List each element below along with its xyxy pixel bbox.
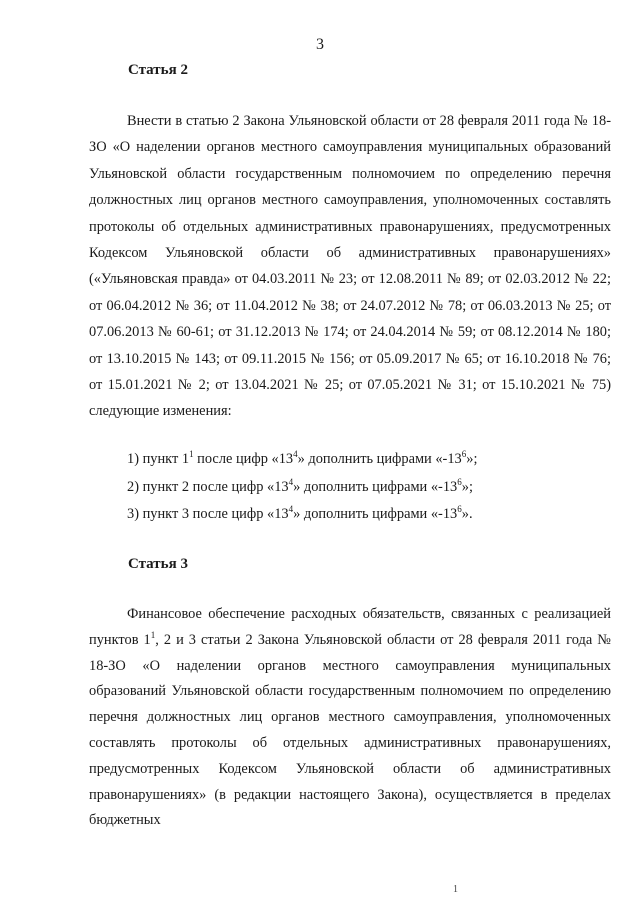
article-3-paragraph: Финансовое обеспечение расходных обязательств, связанных с реализацией пунктов $1^1$, 2 и 3 статьи 2 Закона Ульяновской области от 28 февраля 2011 года № 18-ЗО «О наделении органов местного самоуправления муниципальных образований Ульяновской области государственным полномочием по определению перечня должностных лиц органов местного самоуправления, уполномоченных составлять протоколы об отдельных административных правонарушениях, предусмотренных Кодексом Ульяновской области об административных правонарушениях» (в редакции настоящего Закона), осуществляется в пределах бюджетных [89,606,611,829]
article-2-heading: Статья 2 [128,62,188,78]
article-2-item-3: 3) пункт 3 после цифр «$13^4$» дополнить цифрами «$-13^6$». [127,504,473,522]
article-2-item-1: 1) пункт $1^1$ после цифр «$13^4$» дополнить цифрами «$-13^6$»; [127,449,478,467]
article-2-paragraph: Внести в статью 2 Закона Ульяновской области от 28 февраля 2011 года № 18-ЗО «О наделении органов местного самоуправления муниципальных образований Ульяновской области государственным полномочием по определению перечня должностных лиц органов местного самоуправления, уполномоченных составлять протоколы об отдельных административных правонарушениях, предусмотренных Кодексом Ульяновской области об административных правонарушениях» («Ульяновская правда» от 04.03.2011 № 23; от 12.08.2011 № 89; от 02.03.2012 № 22; от 06.04.2012 № 36; от 11.04.2012 № 38; от 24.07.2012 № 78; от 06.03.2013 № 25; от 07.06.2013 № 60-61; от 31.12.2013 № 174; от 24.04.2014 № 59; от 08.12.2014 № 180; от 13.10.2015 № 143; от 09.11.2015 № 156; от 05.09.2017 № 65; от 16.10.2018 № 76; от 15.01.2021 № 2; от 13.04.2021 № 25; от 07.05.2021 № 31; от 15.10.2021 № 75) следующие изменения: [89,113,611,420]
article-2-item-2: 2) пункт 2 после цифр «$13^4$» дополнить цифрами «$-13^6$»; [127,477,473,495]
footer-mark: 1 [453,884,458,895]
page-number: 3 [316,36,324,53]
article-3-heading: Статья 3 [128,556,188,572]
